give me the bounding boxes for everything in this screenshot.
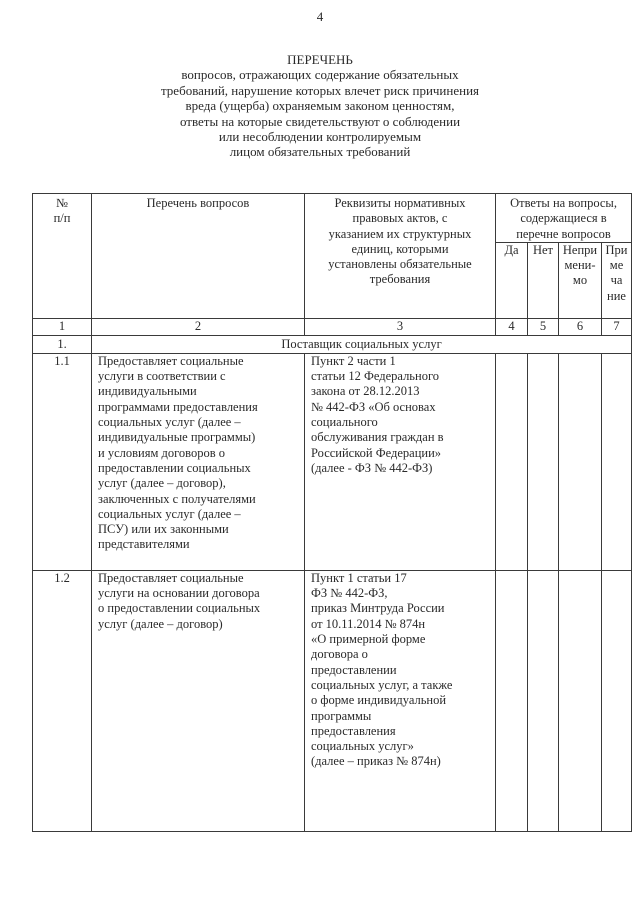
header-questions: Перечень вопросов — [92, 194, 305, 319]
header-note: При ме ча ние — [602, 242, 632, 318]
heading-line: или несоблюдении контролируемым — [218, 129, 422, 145]
checklist-table — [32, 193, 632, 832]
heading-line: ответы на которые свидетельствуют о соблюдении — [179, 113, 461, 129]
column-number: 5 — [528, 318, 559, 335]
column-number: 2 — [92, 318, 305, 335]
header-num: № п/п — [33, 194, 92, 319]
column-numbers-row — [33, 318, 632, 335]
section-row — [33, 335, 632, 353]
answer-no-cell — [528, 353, 559, 570]
header-yes: Да — [496, 242, 528, 318]
header-acts: Реквизиты нормативных правовых актов, с указанием их структурных единиц, которыми установлены обязательные требования — [305, 194, 496, 319]
heading-line: вреда (ущерба) охраняемым законом ценностям, — [185, 98, 455, 114]
answer-not-applicable-cell — [559, 353, 602, 570]
column-number: 6 — [559, 318, 602, 335]
heading-title: ПЕРЕЧЕНЬ — [287, 52, 353, 67]
page-number: 4 — [316, 9, 324, 24]
answer-yes-cell — [496, 570, 528, 831]
column-number: 3 — [305, 318, 496, 335]
column-number: 1 — [33, 318, 92, 335]
answer-yes-cell — [496, 353, 528, 570]
table-row — [33, 353, 632, 570]
heading-line: требований, нарушение которых влечет риск причинения — [160, 82, 480, 98]
section-number: 1. — [33, 335, 92, 353]
header-answers: Ответы на вопросы, содержащиеся в перечне вопросов — [496, 194, 632, 243]
column-number: 7 — [602, 318, 632, 335]
section-title: Поставщик социальных услуг — [92, 335, 632, 353]
table-row — [33, 570, 632, 831]
row-number: 1.1 — [33, 353, 92, 570]
answer-no-cell — [528, 570, 559, 831]
document-heading — [0, 52, 640, 160]
row-number: 1.2 — [33, 570, 92, 831]
column-number: 4 — [496, 318, 528, 335]
answer-not-applicable-cell — [559, 570, 602, 831]
heading-line: лицом обязательных требований — [229, 144, 411, 160]
header-not-applicable: Непри мени- мо — [559, 242, 602, 318]
header-no: Нет — [528, 242, 559, 318]
row-act: Пункт 1 статьи 17 ФЗ № 442-ФЗ, приказ Минтруда России от 10.11.2014 № 874н «О примерной форме договора о предоставлении социальных услуг, а также о форме индивидуальной программы предоставления социальных услуг» (далее – приказ № 874н) — [305, 570, 496, 831]
answer-note-cell — [602, 353, 632, 570]
row-question: Предоставляет социальные услуги на основании договора о предоставлении социальных услуг (далее – договор) — [92, 570, 305, 831]
heading-line: вопросов, отражающих содержание обязательных — [181, 67, 459, 83]
table-header-row — [33, 194, 632, 243]
answer-note-cell — [602, 570, 632, 831]
row-question: Предоставляет социальные услуги в соответствии с индивидуальными программами предоставления социальных услуг (далее – индивидуальные программы) и условиям договоров о предоставлении социальных услуг (далее – договор), заключенных с получателями социальных услуг (далее – ПСУ) или их законными представителями — [92, 353, 305, 570]
row-act: Пункт 2 части 1 статьи 12 Федерального закона от 28.12.2013 № 442-ФЗ «Об основах социального обслуживания граждан в Российской Федерации» (далее - ФЗ № 442-ФЗ) — [305, 353, 496, 570]
